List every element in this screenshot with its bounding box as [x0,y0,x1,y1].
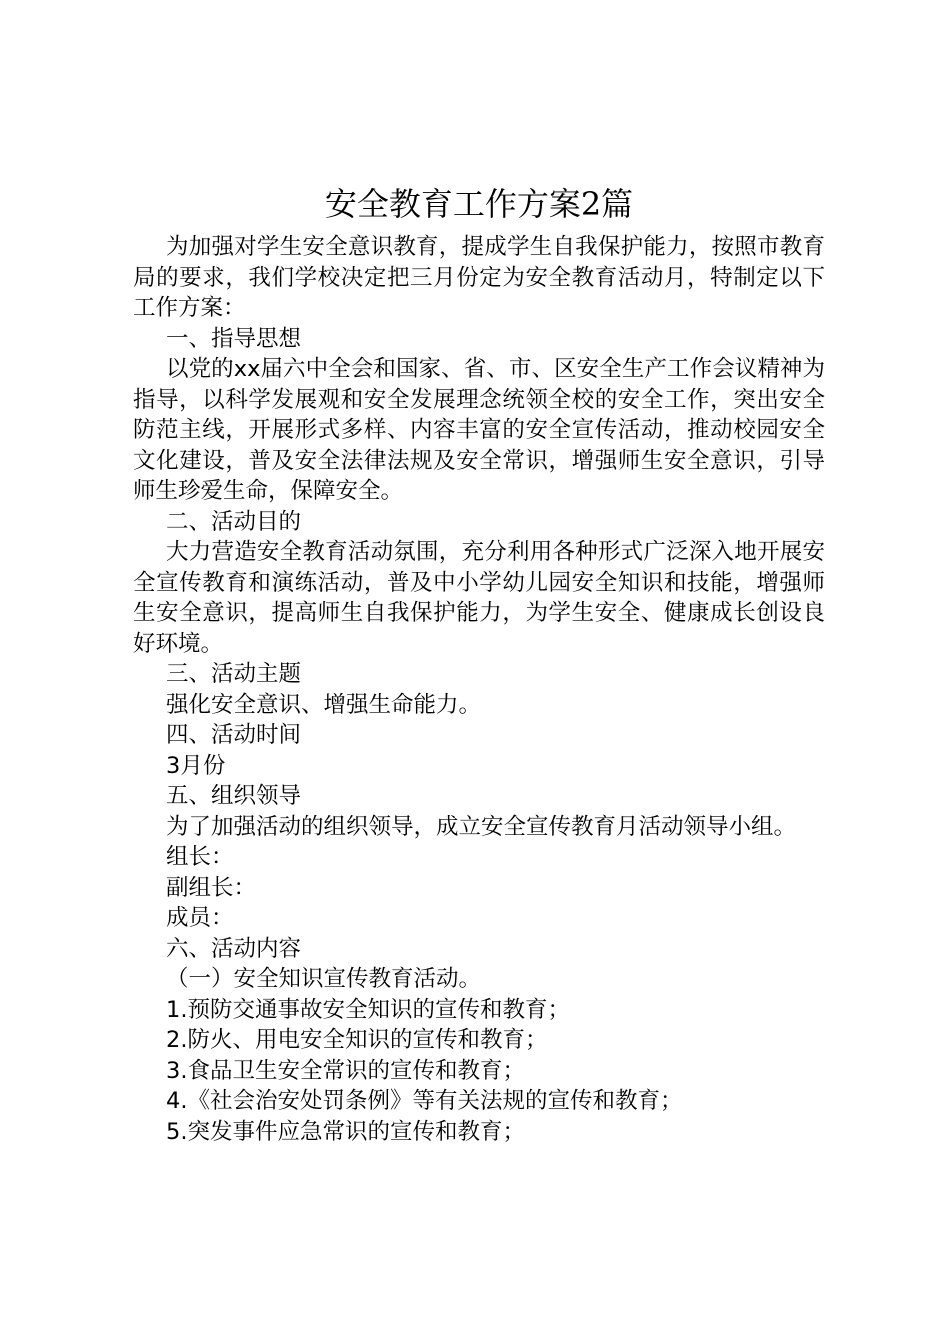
paragraph-activity-time: 3月份 [166,752,226,779]
document-page [133,180,825,1147]
heading-activity-theme: 三、活动主题 [166,661,302,687]
members-line: 成员： [166,905,234,931]
heading-activity-purpose: 二、活动目的 [166,508,302,535]
list-item: 2.防火、用电安全知识的宣传和教育； [166,1027,548,1053]
paragraph-activity-purpose: 大力营造安全教育活动氛围，充分利用各种形式广泛深入地开展安全宣传教育和演练活动，普及中小学幼儿园安全知识和技能，增强师生安全意识，提高师生自我保护能力，为学生安全、健康成长创设良好环境。 [133,539,825,657]
list-item: 5.突发事件应急常识的宣传和教育； [166,1118,525,1145]
paragraph-organization: 为了加强活动的组织领导，成立安全宣传教育月活动领导小组。 [166,813,797,840]
heading-activity-content: 六、活动内容 [166,935,302,962]
list-item: 4.《社会治安处罚条例》等有关法规的宣传和教育； [166,1088,683,1114]
subheading-knowledge-education: （一）安全知识宣传教育活动。 [166,966,482,992]
heading-activity-time: 四、活动时间 [166,722,302,748]
heading-organization: 五、组织领导 [166,783,302,809]
leader-line: 组长： [166,844,234,870]
heading-guiding-thought: 一、指导思想 [166,325,302,352]
paragraph-guiding-thought: 以党的xx届六中全会和国家、省、市、区安全生产工作会议精神为指导，以科学发展观和安全发展理念统领全校的安全工作，突出安全防范主线，开展形式多样、内容丰富的安全宣传活动，推动校园安全文化建设，普及安全法律法规及安全常识，增强师生安全意识，引导师生珍爱生命，保障安全。 [133,356,825,504]
deputy-leader-line: 副组长： [166,874,257,901]
paragraph-intro: 为加强对学生安全意识教育，提成学生自我保护能力，按照市教育局的要求，我们学校决定把三月份定为安全教育活动月，特制定以下工作方案： [133,234,825,321]
paragraph-activity-theme: 强化安全意识、增强生命能力。 [166,691,482,718]
list-item: 1.预防交通事故安全知识的宣传和教育； [166,996,570,1023]
list-item: 3.食品卫生安全常识的宣传和教育； [166,1057,525,1084]
document-title: 安全教育工作方案2篇 [324,185,634,223]
